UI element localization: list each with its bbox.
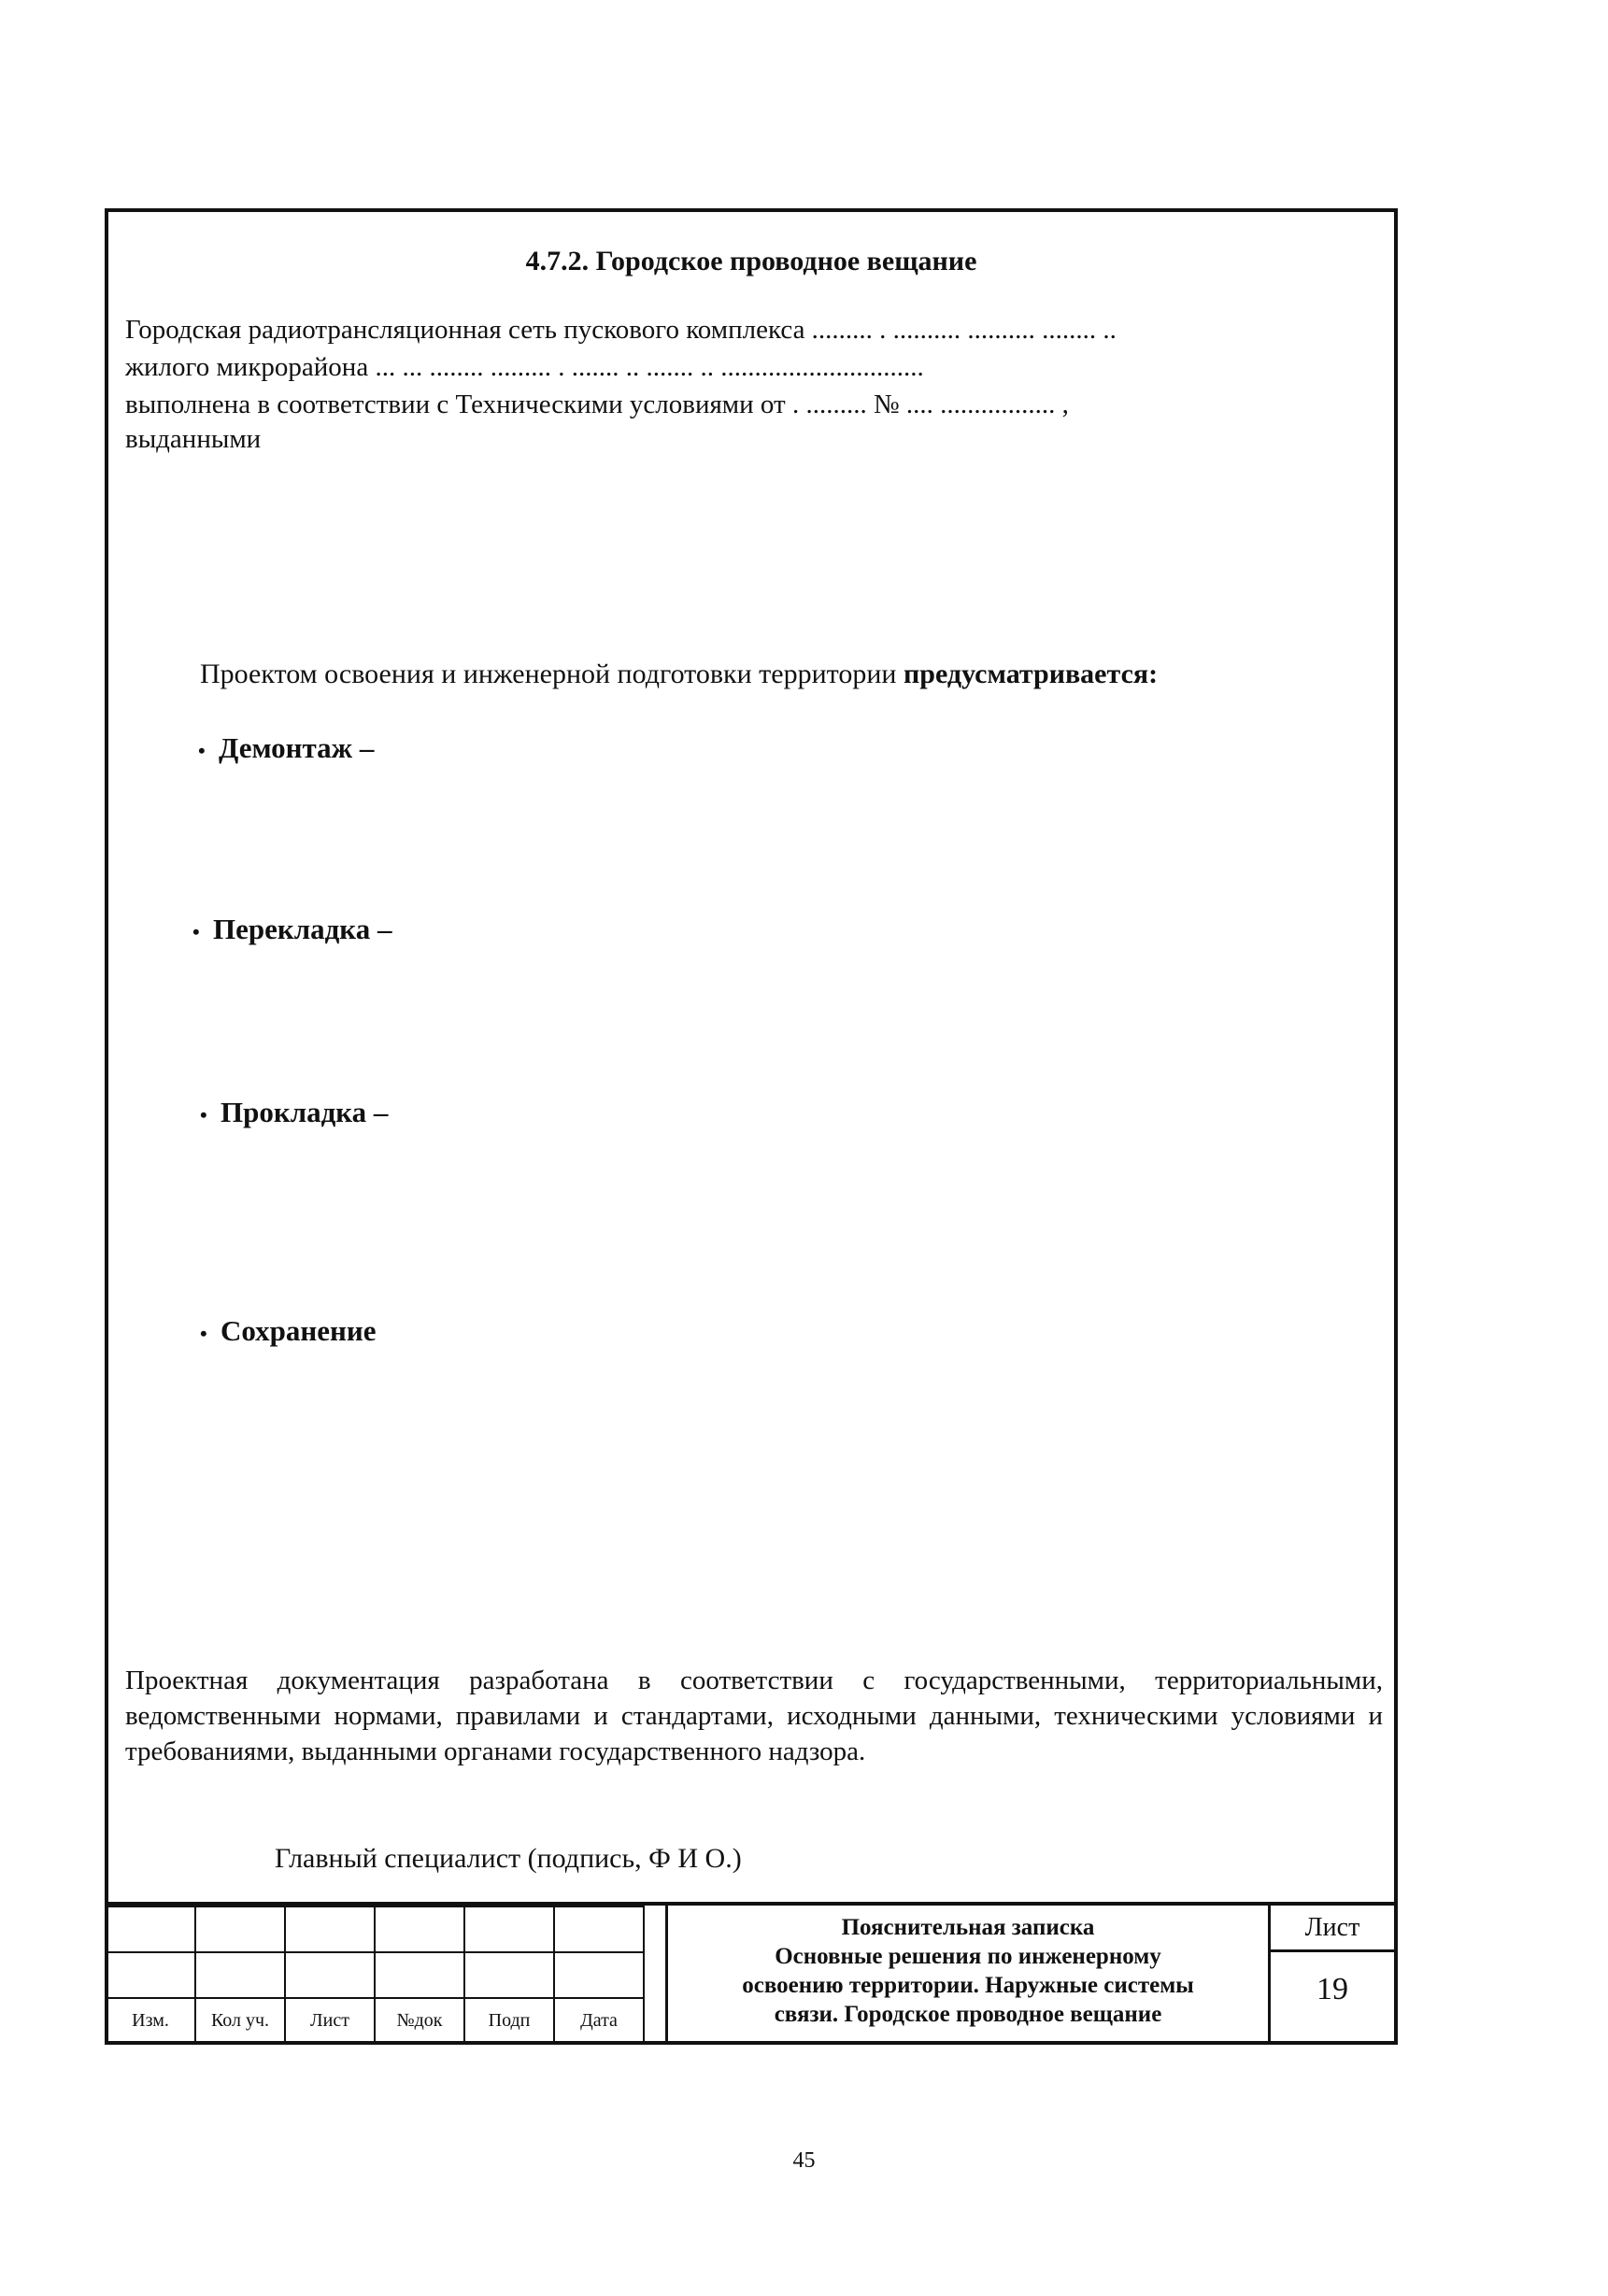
- revision-table: [105, 1906, 645, 2045]
- section-heading: 4.7.2. Городское проводное вещание: [525, 246, 977, 276]
- intro-sentence: [200, 659, 1158, 690]
- intro-bold: предусматривается:: [904, 659, 1159, 689]
- document-frame: [105, 208, 1398, 2045]
- sheet-number: 19: [1316, 1972, 1348, 2006]
- column-label: Изм.: [106, 1998, 195, 2044]
- page-number: 45: [792, 2148, 816, 2173]
- intro-text: Проектом освоения и инженерной подготовки территории: [200, 659, 904, 689]
- bullet-item: [200, 1314, 376, 1348]
- bullet-label: Перекладка –: [213, 913, 392, 945]
- sheet-cell: [1271, 1906, 1398, 2045]
- title-block: [105, 1902, 1398, 2045]
- bullet-item: [200, 1096, 388, 1129]
- column-label: Подп: [464, 1998, 554, 2044]
- title-line: связи. Городское проводное вещание: [774, 2002, 1162, 2027]
- bullet-icon: •: [200, 1102, 207, 1127]
- title-line: освоению территории. Наружные системы: [742, 1973, 1194, 1998]
- sheet-label: Лист: [1271, 1906, 1394, 1952]
- text-line-2: жилого микрорайона ... ... ........ ......... . ....... .. ....... .. ..............................: [125, 352, 924, 382]
- column-label: Кол уч.: [195, 1998, 285, 2044]
- title-line: Пояснительная записка: [841, 1915, 1095, 1940]
- bullet-item: [192, 913, 391, 946]
- bullet-label: Прокладка –: [221, 1096, 389, 1128]
- bullet-icon: •: [198, 738, 206, 762]
- signer-line: Главный специалист (подпись, Ф И О.): [275, 1843, 742, 1874]
- bullet-label: Демонтаж –: [219, 731, 375, 764]
- bullet-item: [198, 731, 374, 765]
- bullet-icon: •: [200, 1321, 207, 1345]
- column-label: Дата: [554, 1998, 644, 2044]
- closing-paragraph: Проектная документация разработана в соответствии с государственными, территориальными, ведомственными нормами, правилами и стандартами, исходными данными, техническими условиями и требованиями, выданными органами государственного надзора.: [125, 1665, 1383, 1766]
- text-line-4: выданными: [125, 424, 262, 454]
- text-line-3: выполнена в соответствии с Техническими условиями от . ......... № .... ................. ,: [125, 390, 1069, 419]
- column-label: №док: [375, 1998, 464, 2044]
- text-line-1: Городская радиотрансляционная сеть пускового комплекса ......... . .......... .......... ........ ..: [125, 315, 1117, 345]
- title-line: Основные решения по инженерному: [775, 1944, 1161, 1969]
- bullet-icon: •: [192, 919, 200, 943]
- document-title: [665, 1906, 1271, 2045]
- column-label: Лист: [285, 1998, 375, 2044]
- bullet-label: Сохранение: [221, 1314, 377, 1347]
